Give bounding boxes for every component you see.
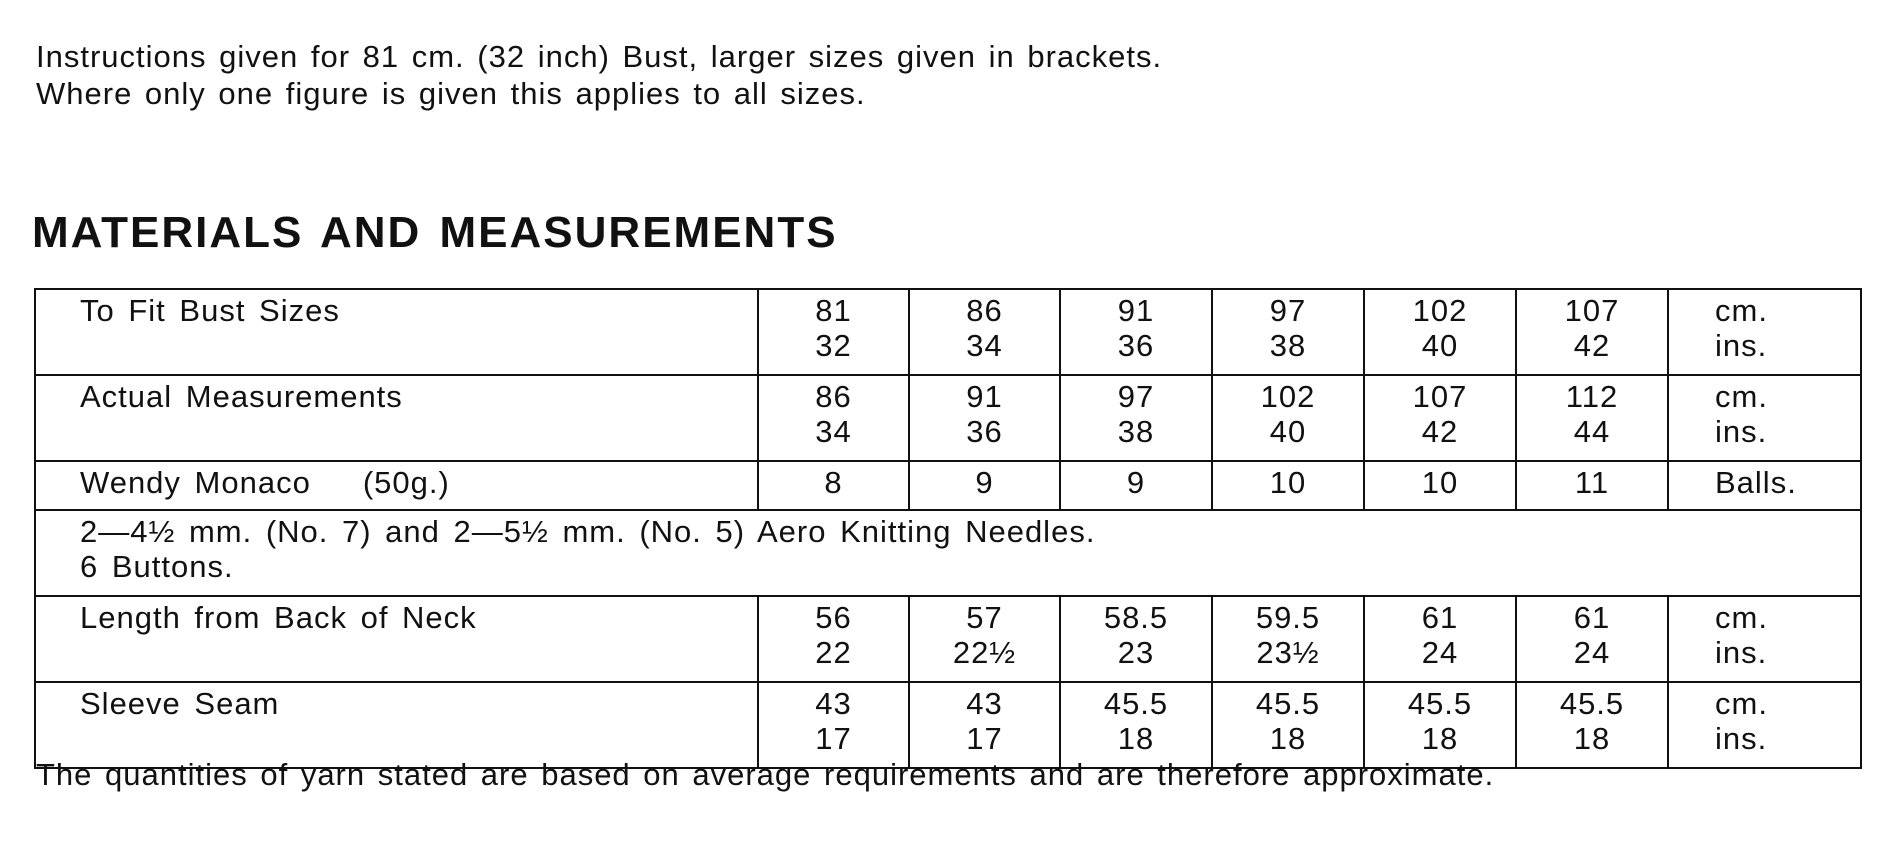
size-cell: 45.5 18	[1060, 682, 1212, 768]
size-cell: 86 34	[758, 375, 909, 461]
size-cell: 45.5 18	[1364, 682, 1516, 768]
balls-cell: 11	[1516, 461, 1668, 510]
size-cell: 107 42	[1516, 289, 1668, 375]
row-label	[35, 461, 758, 510]
size-cell: 45.5 18	[1212, 682, 1364, 768]
unit-cell: cm. ins.	[1668, 289, 1861, 375]
size-cell: 43 17	[909, 682, 1060, 768]
yarn-weight: (50g.)	[362, 465, 450, 500]
balls-cell: 9	[1060, 461, 1212, 510]
size-cell: 43 17	[758, 682, 909, 768]
unit-cell: cm. ins.	[1668, 596, 1861, 682]
row-label: To Fit Bust Sizes	[35, 289, 758, 375]
size-cell: 61 24	[1364, 596, 1516, 682]
size-cell: 97 38	[1060, 375, 1212, 461]
row-label: Length from Back of Neck	[35, 596, 758, 682]
size-cell: 112 44	[1516, 375, 1668, 461]
table-row-needles	[35, 510, 1861, 596]
table-row-bust-sizes	[35, 289, 1861, 375]
unit-cell: cm. ins.	[1668, 682, 1861, 768]
unit-cell: Balls.	[1668, 461, 1861, 510]
size-cell: 56 22	[758, 596, 909, 682]
size-cell: 45.5 18	[1516, 682, 1668, 768]
size-cell: 91 36	[909, 375, 1060, 461]
materials-measurements-table	[34, 288, 1862, 769]
row-label: Sleeve Seam	[35, 682, 758, 768]
size-cell: 86 34	[909, 289, 1060, 375]
size-cell: 61 24	[1516, 596, 1668, 682]
intro-text	[36, 38, 1162, 112]
size-cell: 102 40	[1364, 289, 1516, 375]
intro-line-2: Where only one figure is given this applies to all sizes.	[36, 76, 866, 111]
needles-line: 2—4½ mm. (No. 7) and 2—5½ mm. (No. 5) Aero Knitting Needles.	[80, 514, 1096, 549]
size-cell: 97 38	[1212, 289, 1364, 375]
balls-cell: 10	[1212, 461, 1364, 510]
balls-cell: 10	[1364, 461, 1516, 510]
table-row-yarn	[35, 461, 1861, 510]
balls-cell: 8	[758, 461, 909, 510]
yarn-name: Wendy Monaco	[80, 465, 311, 500]
row-label: Actual Measurements	[35, 375, 758, 461]
table-row-actual-measurements	[35, 375, 1861, 461]
balls-cell: 9	[909, 461, 1060, 510]
size-cell: 59.5 23½	[1212, 596, 1364, 682]
yarn-quantity-note: The quantities of yarn stated are based on average requirements and are therefore approximate.	[36, 757, 1495, 792]
size-cell: 81 32	[758, 289, 909, 375]
buttons-line: 6 Buttons.	[80, 549, 234, 584]
intro-line-1: Instructions given for 81 cm. (32 inch) Bust, larger sizes given in brackets.	[36, 39, 1163, 74]
size-cell: 58.5 23	[1060, 596, 1212, 682]
table-row-length	[35, 596, 1861, 682]
unit-cell: cm. ins.	[1668, 375, 1861, 461]
table-row-sleeve-seam	[35, 682, 1861, 768]
size-cell: 57 22½	[909, 596, 1060, 682]
size-cell: 107 42	[1364, 375, 1516, 461]
section-heading: MATERIALS AND MEASUREMENTS	[32, 208, 838, 257]
size-cell: 91 36	[1060, 289, 1212, 375]
size-cell: 102 40	[1212, 375, 1364, 461]
needles-note	[35, 510, 1861, 596]
